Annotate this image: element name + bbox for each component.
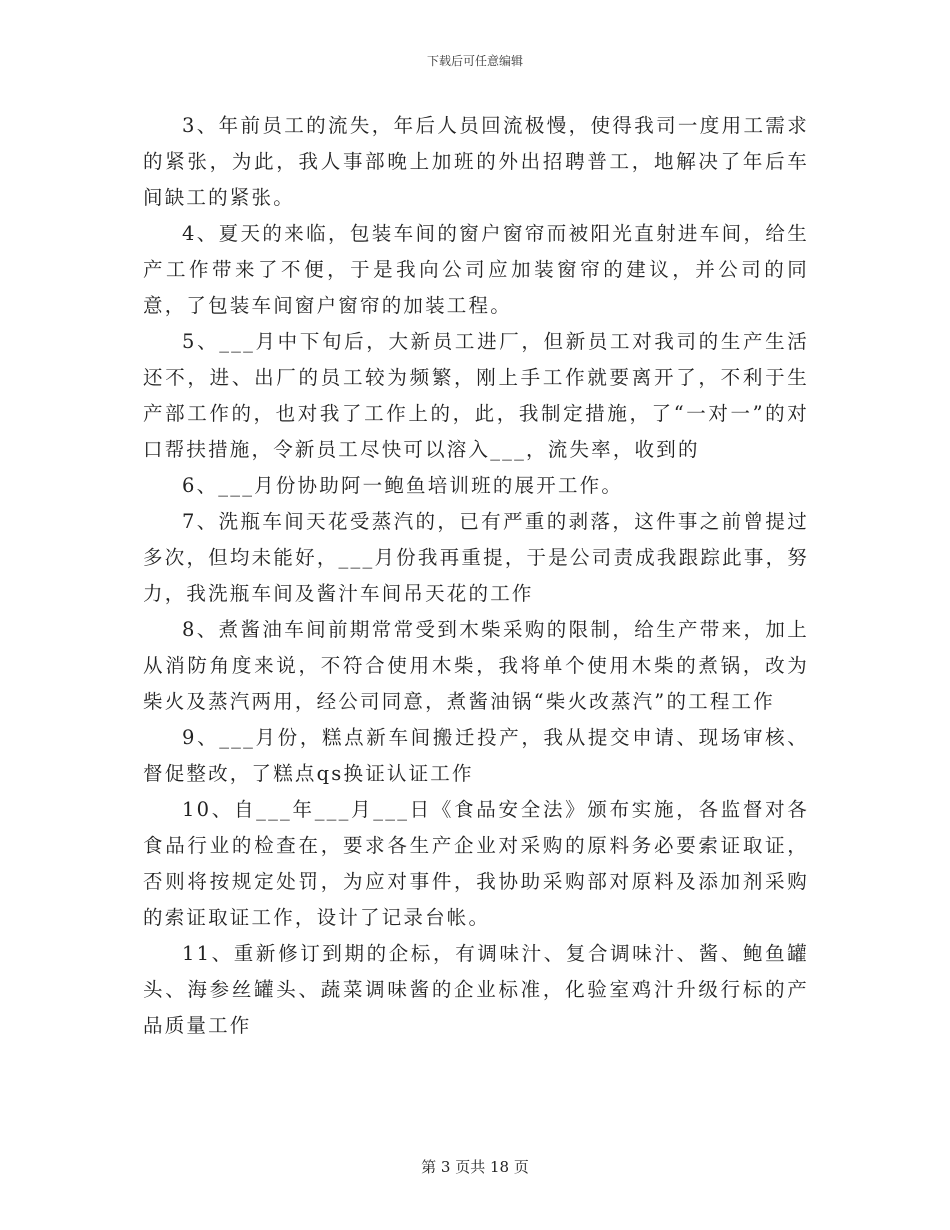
- paragraph-item-9: 9、___月份，糕点新车间搬迁投产，我从提交申请、现场审核、督促整改，了糕点qs换证认证工作: [143, 726, 809, 785]
- page-header-note: 下载后可任意编辑: [426, 54, 523, 68]
- paragraph-item-8: 8、煮酱油车间前期常常受到木柴采购的限制，给生产带来，加上从消防角度来说，不符合使用木柴，我将单个使用木柴的煮锅，改为柴火及蒸汽两用，经公司同意，煮酱油锅“柴火改蒸汽”的工程工作: [143, 618, 809, 713]
- paragraph-item-4: 4、夏天的来临，包装车间的窗户窗帘而被阳光直射进车间，给生产工作带来了不便，于是我向公司应加装窗帘的建议，并公司的同意，了包装车间窗户窗帘的加装工程。: [143, 222, 809, 317]
- paragraph-item-11: 11、重新修订到期的企标，有调味汁、复合调味汁、酱、鲍鱼罐头、海参丝罐头、蔬菜调味酱的企业标准，化验室鸡汁升级行标的产品质量工作: [143, 942, 809, 1037]
- document-body: [143, 108, 809, 1044]
- page-number: 第 3 页共 18 页: [421, 1158, 529, 1176]
- paragraph-item-6: 6、___月份协助阿一鲍鱼培训班的展开工作。: [182, 474, 624, 497]
- paragraph-item-5: 5、___月中下旬后，大新员工进厂，但新员工对我司的生产生活还不，进、出厂的员工较为频繁，刚上手工作就要离开了，不利于生产部工作的，也对我了工作上的，此，我制定措施，了“一对一”的对口帮扶措施，令新员工尽快可以溶入___，流失率，收到的: [143, 330, 809, 461]
- paragraph-item-7: 7、洗瓶车间天花受蒸汽的，已有严重的剥落，这件事之前曾提过多次，但均未能好，___月份我再重提，于是公司责成我跟踪此事，努力，我洗瓶车间及酱汁车间吊天花的工作: [143, 510, 809, 605]
- paragraph-item-10: 10、自___年___月___日《食品安全法》颁布实施，各监督对各食品行业的检查在，要求各生产企业对采购的原料务必要索证取证，否则将按规定处罚，为应对事件，我协助采购部对原料及添加剂采购的索证取证工作，设计了记录台帐。: [143, 798, 809, 929]
- paragraph-item-3: 3、年前员工的流失，年后人员回流极慢，使得我司一度用工需求的紧张，为此，我人事部晚上加班的外出招聘普工，地解决了年后车间缺工的紧张。: [143, 114, 809, 209]
